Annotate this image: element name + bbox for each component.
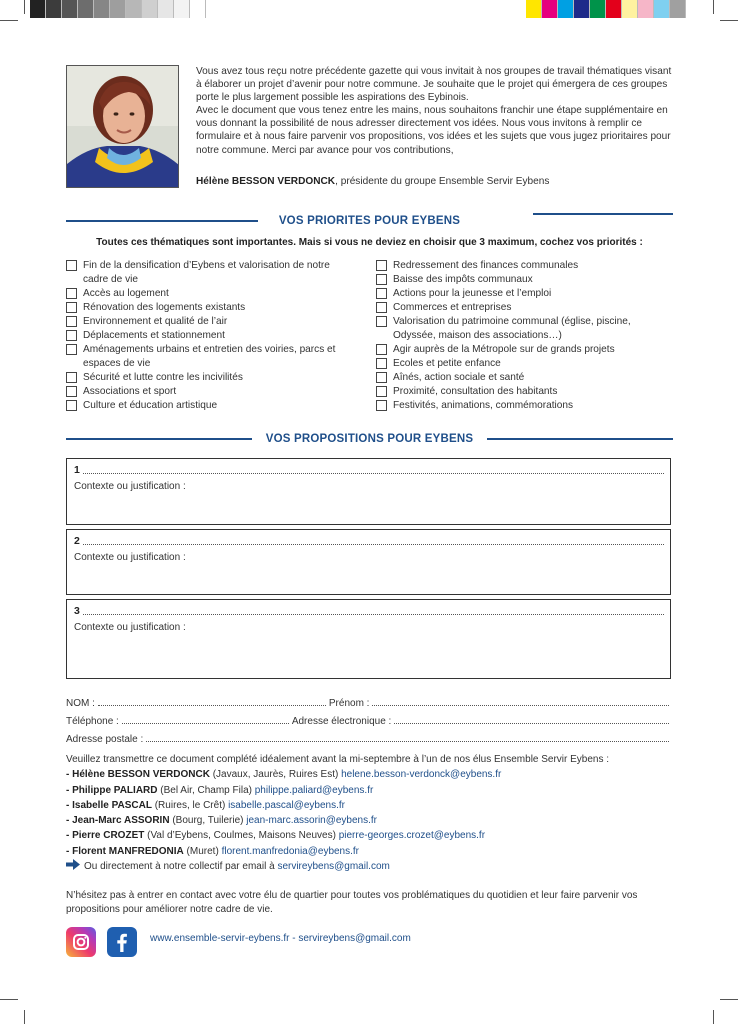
portrait-photo	[66, 65, 179, 188]
gray-calibration-bar	[30, 0, 206, 18]
contact-area: (Val d’Eybens, Coulmes, Maisons Neuves)	[144, 830, 339, 842]
proposal-number: 3	[74, 605, 80, 617]
contact-name: - Pierre CROZET	[66, 830, 145, 842]
proposal-number: 1	[74, 464, 80, 476]
crop-mark	[24, 1010, 25, 1024]
color-swatch	[62, 0, 78, 18]
signature-name: Hélène BESSON VERDONCK	[196, 176, 336, 187]
priority-checkbox[interactable]	[376, 274, 387, 285]
priority-item	[376, 301, 666, 315]
facebook-icon[interactable]	[107, 927, 137, 957]
priority-checkbox[interactable]	[376, 302, 387, 313]
color-swatch	[126, 0, 142, 18]
contact-name: - Isabelle PASCAL	[66, 799, 152, 811]
instagram-icon[interactable]	[66, 927, 96, 957]
priority-checkbox[interactable]	[66, 302, 77, 313]
contact-line	[66, 844, 672, 859]
email-label: Adresse électronique :	[291, 716, 392, 727]
telephone-field[interactable]	[122, 715, 289, 724]
proposal-input-line[interactable]	[83, 534, 664, 545]
signature	[196, 176, 549, 187]
website-link[interactable]: www.ensemble-servir-eybens.fr - servireybens@gmail.com	[150, 933, 411, 944]
nom-field[interactable]	[98, 697, 326, 706]
priority-checkbox[interactable]	[66, 372, 77, 383]
contact-email-link[interactable]: pierre-georges.crozet@eybens.fr	[338, 830, 486, 842]
priority-label: Valorisation du patrimoine communal (église, piscine, Odyssée, maison des associations…)	[393, 316, 631, 341]
color-swatch	[606, 0, 622, 18]
contact-email-link[interactable]: isabelle.pascal@eybens.fr	[228, 799, 345, 811]
contact-email-link[interactable]: philippe.paliard@eybens.fr	[254, 784, 374, 796]
priority-label: Rénovation des logements existants	[83, 302, 246, 313]
proposal-context-label: Contexte ou justification :	[74, 552, 186, 563]
priority-item	[376, 273, 666, 287]
contact-area: (Bourg, Tuilerie)	[169, 815, 247, 827]
telephone-label: Téléphone :	[66, 716, 119, 727]
color-swatch	[654, 0, 670, 18]
priority-item	[376, 287, 666, 301]
intro-text	[196, 65, 674, 157]
priority-item	[66, 343, 356, 371]
contact-line	[66, 767, 672, 782]
priority-checkbox[interactable]	[66, 316, 77, 327]
proposal-context-label: Contexte ou justification :	[74, 481, 186, 492]
priority-checkbox[interactable]	[66, 344, 77, 355]
priority-item	[376, 343, 666, 357]
priority-checkbox[interactable]	[376, 400, 387, 411]
contact-email-link[interactable]: helene.besson-verdonck@eybens.fr	[341, 769, 502, 781]
color-swatch	[158, 0, 174, 18]
priority-checkbox[interactable]	[66, 288, 77, 299]
color-swatch	[190, 0, 206, 18]
color-swatch	[142, 0, 158, 18]
priority-item	[66, 315, 356, 329]
color-swatch	[94, 0, 110, 18]
priority-item	[66, 385, 356, 399]
priority-item	[376, 357, 666, 371]
intro-paragraph: Vous avez tous reçu notre précédente gazette qui vous invitait à nos groupes de travail thématiques visant à élaborer un projet d’avenir pour notre commune. Je souhaite que le projet qui émergera de ces groupes porte le plus largement possible les aspirations des Eybinois.	[196, 66, 672, 104]
contacts-block	[66, 752, 672, 874]
priority-checkbox[interactable]	[66, 330, 77, 341]
intro-paragraph: Avec le document que vous tenez entre les mains, nous souhaitons franchir une étape supplémentaire en vous donnant la possibilité de nous adresser directement vos idées. Nous vous invitons à remplir ce formulaire et à nous faire parvenir vos propositions, vos idées et les sujets que vous jugez prioritaires pour notre commune. Merci par avance pour vos contributions,	[196, 105, 671, 156]
email-field[interactable]	[394, 715, 669, 724]
color-swatch	[622, 0, 638, 18]
priority-item	[66, 399, 356, 413]
priority-checkbox[interactable]	[376, 344, 387, 355]
priority-item	[376, 371, 666, 385]
color-swatch	[46, 0, 62, 18]
priority-item	[66, 301, 356, 315]
section-title-proposals	[66, 432, 673, 446]
contact-name: - Jean-Marc ASSORIN	[66, 815, 170, 827]
priority-label: Sécurité et lutte contre les incivilités	[83, 372, 243, 383]
contact-name: - Philippe PALIARD	[66, 784, 158, 796]
priorities-left-column	[66, 259, 356, 413]
priority-checkbox[interactable]	[376, 372, 387, 383]
color-swatch	[542, 0, 558, 18]
contact-email-link[interactable]: jean-marc.assorin@eybens.fr	[246, 815, 378, 827]
color-swatch	[110, 0, 126, 18]
form-row-name	[66, 697, 672, 709]
priority-item	[66, 329, 356, 343]
priority-item	[376, 315, 666, 343]
nom-label: NOM :	[66, 698, 95, 709]
color-swatch	[670, 0, 686, 18]
proposal-box-2[interactable]	[66, 529, 671, 595]
contact-area: (Javaux, Jaurès, Ruires Est)	[209, 769, 342, 781]
priority-item	[66, 287, 356, 301]
priority-item	[66, 259, 356, 287]
priority-label: Environnement et qualité de l’air	[83, 316, 228, 327]
contacts-list	[66, 767, 672, 859]
priorities-right-column	[376, 259, 666, 413]
contact-line	[66, 813, 672, 828]
contact-line	[66, 798, 672, 813]
color-swatch	[574, 0, 590, 18]
priority-item	[66, 371, 356, 385]
priority-label: Fin de la densification d’Eybens et valorisation de notre cadre de vie	[83, 260, 330, 285]
crop-mark	[720, 20, 738, 21]
priority-label: Déplacements et stationnement	[83, 330, 225, 341]
priority-checkbox[interactable]	[376, 358, 387, 369]
collective-email-link[interactable]: servireybens@gmail.com	[277, 861, 390, 873]
contact-name: - Florent MANFREDONIA	[66, 845, 184, 857]
crop-mark	[713, 1010, 714, 1024]
adresse-label: Adresse postale :	[66, 734, 144, 745]
priority-item	[376, 399, 666, 413]
priority-item	[376, 385, 666, 399]
priority-label: Festivités, animations, commémorations	[393, 400, 574, 411]
contact-email-link[interactable]: florent.manfredonia@eybens.fr	[221, 845, 360, 857]
priority-label: Culture et éducation artistique	[83, 400, 218, 411]
priority-checkbox[interactable]	[66, 386, 77, 397]
color-swatch	[638, 0, 654, 18]
color-swatch	[174, 0, 190, 18]
prenom-field[interactable]	[372, 697, 669, 706]
priority-label: Aînés, action sociale et santé	[393, 372, 525, 383]
priority-checkbox[interactable]	[376, 260, 387, 271]
color-swatch	[78, 0, 94, 18]
crop-mark	[0, 20, 18, 21]
color-swatch	[30, 0, 46, 18]
priority-item	[376, 259, 666, 273]
collective-text: Ou directement à notre collectif par email à	[84, 861, 278, 873]
contact-area: (Ruires, le Crêt)	[151, 799, 229, 811]
adresse-field[interactable]	[146, 733, 669, 742]
proposal-box-3[interactable]	[66, 599, 671, 679]
contact-area: (Muret)	[183, 845, 222, 857]
priority-label: Associations et sport	[83, 386, 177, 397]
proposal-input-line[interactable]	[83, 604, 664, 615]
section-title-text: VOS PRIORITES POUR EYBENS	[278, 215, 461, 227]
priority-label: Proximité, consultation des habitants	[393, 386, 558, 397]
priority-label: Accès au logement	[83, 288, 169, 299]
priority-checkbox[interactable]	[66, 400, 77, 411]
contact-line	[66, 828, 672, 843]
proposal-input-line[interactable]	[83, 463, 664, 474]
arrow-right-icon	[66, 859, 80, 870]
proposal-box-1[interactable]	[66, 458, 671, 525]
contacts-intro: Veuillez transmettre ce document complété idéalement avant la mi-septembre à l’un de nos élus Ensemble Servir Eybens :	[66, 754, 610, 765]
priority-label: Agir auprès de la Métropole sur de grands projets	[393, 344, 615, 355]
crop-mark	[720, 999, 738, 1000]
color-swatch	[526, 0, 542, 18]
color-swatch	[590, 0, 606, 18]
priority-label: Redressement des finances communales	[393, 260, 579, 271]
crop-mark	[24, 0, 25, 14]
section-title-text: VOS PROPOSITIONS POUR EYBENS	[265, 433, 474, 445]
contact-area: (Bel Air, Champ Fila)	[157, 784, 255, 796]
priority-label: Commerces et entreprises	[393, 302, 512, 313]
priority-label: Ecoles et petite enfance	[393, 358, 501, 369]
priority-checkbox[interactable]	[376, 386, 387, 397]
section-title-priorities	[66, 214, 673, 228]
collective-line	[66, 859, 672, 874]
color-calibration-bar	[526, 0, 686, 18]
priority-label: Aménagements urbains et entretien des voiries, parcs et espaces de vie	[83, 344, 336, 369]
proposal-number: 2	[74, 535, 80, 547]
form-row-address	[66, 733, 672, 745]
priority-checkbox[interactable]	[376, 316, 387, 327]
priority-label: Baisse des impôts communaux	[393, 274, 533, 285]
crop-mark	[0, 999, 18, 1000]
closing-text: N’hésitez pas à entrer en contact avec votre élu de quartier pour toutes vos problématiques du quotidien et leur faire parvenir vos propositions pour améliorer notre cadre de vie.	[66, 890, 638, 915]
prenom-label: Prénom :	[328, 698, 370, 709]
proposal-context-label: Contexte ou justification :	[74, 622, 186, 633]
contact-name: - Hélène BESSON VERDONCK	[66, 769, 210, 781]
form-row-contact	[66, 715, 672, 727]
priority-checkbox[interactable]	[66, 260, 77, 271]
crop-mark	[713, 0, 714, 14]
contact-line	[66, 783, 672, 798]
signature-role: , présidente du groupe Ensemble Servir Eybens	[335, 176, 550, 187]
priority-label: Actions pour la jeunesse et l’emploi	[393, 288, 552, 299]
color-swatch	[558, 0, 574, 18]
priority-checkbox[interactable]	[376, 288, 387, 299]
priorities-instruction: Toutes ces thématiques sont importantes. Mais si vous ne deviez en choisir que 3 maximum, cochez vos priorités :	[96, 237, 643, 248]
